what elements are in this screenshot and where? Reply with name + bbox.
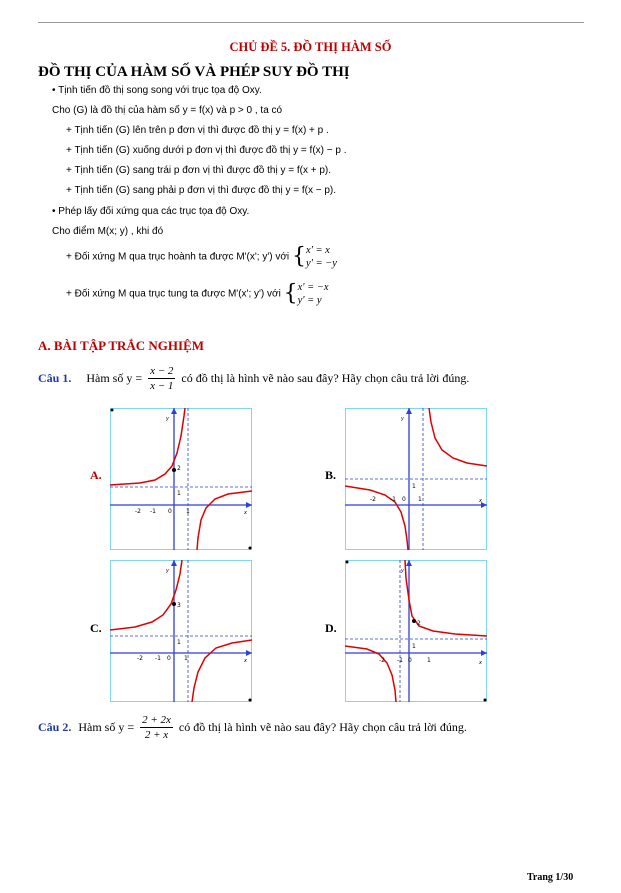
x-tick-label: -2 bbox=[379, 657, 385, 664]
graph-frame bbox=[111, 409, 252, 550]
y-intercept-dot bbox=[412, 619, 416, 623]
x-tick-label: 0 bbox=[167, 655, 171, 662]
option-c-label[interactable]: C. bbox=[90, 621, 102, 635]
option-b-label[interactable]: B. bbox=[325, 468, 337, 482]
page-number: Trang 1/30 bbox=[527, 872, 574, 883]
shift-left: + Tịnh tiến (G) sang trái p đơn vị thì được đồ thị y = f(x + p). bbox=[66, 165, 332, 176]
x-axis-label: x bbox=[244, 658, 247, 664]
x-tick-label: 1 bbox=[184, 655, 188, 662]
question-1: Câu 1. Hàm số y = $\frac{x - 2}{x - 1}$ có đồ thị là hình vẽ nào sau đây? Hãy chọn câu trả lời đúng. bbox=[38, 365, 470, 392]
y-axis-label: y bbox=[166, 568, 169, 574]
graph-option-c[interactable] bbox=[110, 560, 252, 702]
graph-option-d[interactable] bbox=[345, 560, 487, 702]
corner-dot bbox=[249, 699, 252, 702]
option-d-label[interactable]: D. bbox=[325, 621, 337, 635]
corner-dot bbox=[346, 561, 349, 564]
theory-bullet-symmetry: • Phép lấy đối xứng qua các trục tọa độ Oxy. bbox=[52, 206, 250, 217]
x-tick-label: -1 bbox=[150, 508, 156, 515]
y-tick-label: 3 bbox=[177, 602, 181, 609]
corner-dot bbox=[249, 547, 252, 550]
x-tick-label: -1 bbox=[155, 655, 161, 662]
x-tick-label: 1 bbox=[418, 496, 422, 503]
symmetry-ox: + Đối xứng M qua trục hoành ta được M'(x'; y') với {x' = x y' = −y bbox=[66, 244, 337, 269]
graph-option-a[interactable] bbox=[110, 408, 252, 550]
x-tick-label: -2 bbox=[137, 655, 143, 662]
theory-bullet-translation: • Tịnh tiến đồ thị song song với trục tọa độ Oxy. bbox=[52, 85, 262, 96]
x-tick-label: -2 bbox=[370, 496, 376, 503]
x-tick-label: -1 bbox=[390, 496, 396, 503]
symmetry-intro: Cho điểm M(x; y) , khi đó bbox=[52, 226, 164, 237]
y-intercept-dot bbox=[172, 468, 176, 472]
x-tick-label: -2 bbox=[135, 508, 141, 515]
shift-right: + Tịnh tiến (G) sang phải p đơn vị thì được đồ thị y = f(x − p). bbox=[66, 185, 337, 196]
x-axis-label: x bbox=[479, 498, 482, 504]
y-tick-label: 2 bbox=[177, 465, 181, 472]
graph-frame bbox=[346, 561, 487, 702]
corner-dot bbox=[111, 409, 114, 412]
y-tick-label: 2 bbox=[417, 620, 421, 627]
symmetry-oy: + Đối xứng M qua trục tung ta được M'(x'; y') với {x' = −x y' = y bbox=[66, 281, 329, 306]
graph-frame bbox=[111, 561, 252, 702]
x-tick-label: 1 bbox=[186, 508, 190, 515]
y-axis-label: y bbox=[401, 416, 404, 422]
y-axis-label: y bbox=[166, 416, 169, 422]
question-2: Câu 2. Hàm số y = $\frac{2 + 2x}{2 + x}$ có đồ thị là hình vẽ nào sau đây? Hãy chọn câu trả lời đúng. bbox=[38, 714, 467, 741]
y-tick-label: 1 bbox=[177, 490, 181, 497]
shift-down: + Tịnh tiến (G) xuống dưới p đơn vị thì được đồ thị y = f(x) − p . bbox=[66, 145, 347, 156]
corner-dot bbox=[484, 699, 487, 702]
x-axis-label: x bbox=[244, 510, 247, 516]
x-tick-label: 0 bbox=[408, 657, 412, 664]
y-intercept-dot bbox=[172, 602, 176, 606]
exercise-heading: A. BÀI TẬP TRẮC NGHIỆM bbox=[38, 338, 205, 353]
x-tick-label: 0 bbox=[168, 508, 172, 515]
x-tick-label: 0 bbox=[402, 496, 406, 503]
x-tick-label: 1 bbox=[427, 657, 431, 664]
graph-option-b[interactable] bbox=[345, 408, 487, 550]
y-tick-label: 1 bbox=[412, 643, 416, 650]
y-tick-label: 1 bbox=[412, 483, 416, 490]
top-rule bbox=[38, 22, 584, 23]
section-title: ĐỒ THỊ CỦA HÀM SỐ VÀ PHÉP SUY ĐỒ THỊ bbox=[38, 64, 350, 80]
theory-intro: Cho (G) là đồ thị của hàm số y = f(x) và p > 0 , ta có bbox=[52, 105, 283, 116]
y-tick-label: 1 bbox=[177, 639, 181, 646]
x-tick-label: -1 bbox=[397, 657, 403, 664]
topic-title: CHỦ ĐỀ 5. ĐỒ THỊ HÀM SỐ bbox=[229, 40, 392, 54]
y-axis-label: y bbox=[401, 568, 404, 574]
shift-up: + Tịnh tiến (G) lên trên p đơn vị thì được đồ thị y = f(x) + p . bbox=[66, 125, 329, 136]
option-a-label[interactable]: A. bbox=[90, 468, 102, 482]
x-axis-label: x bbox=[479, 660, 482, 666]
